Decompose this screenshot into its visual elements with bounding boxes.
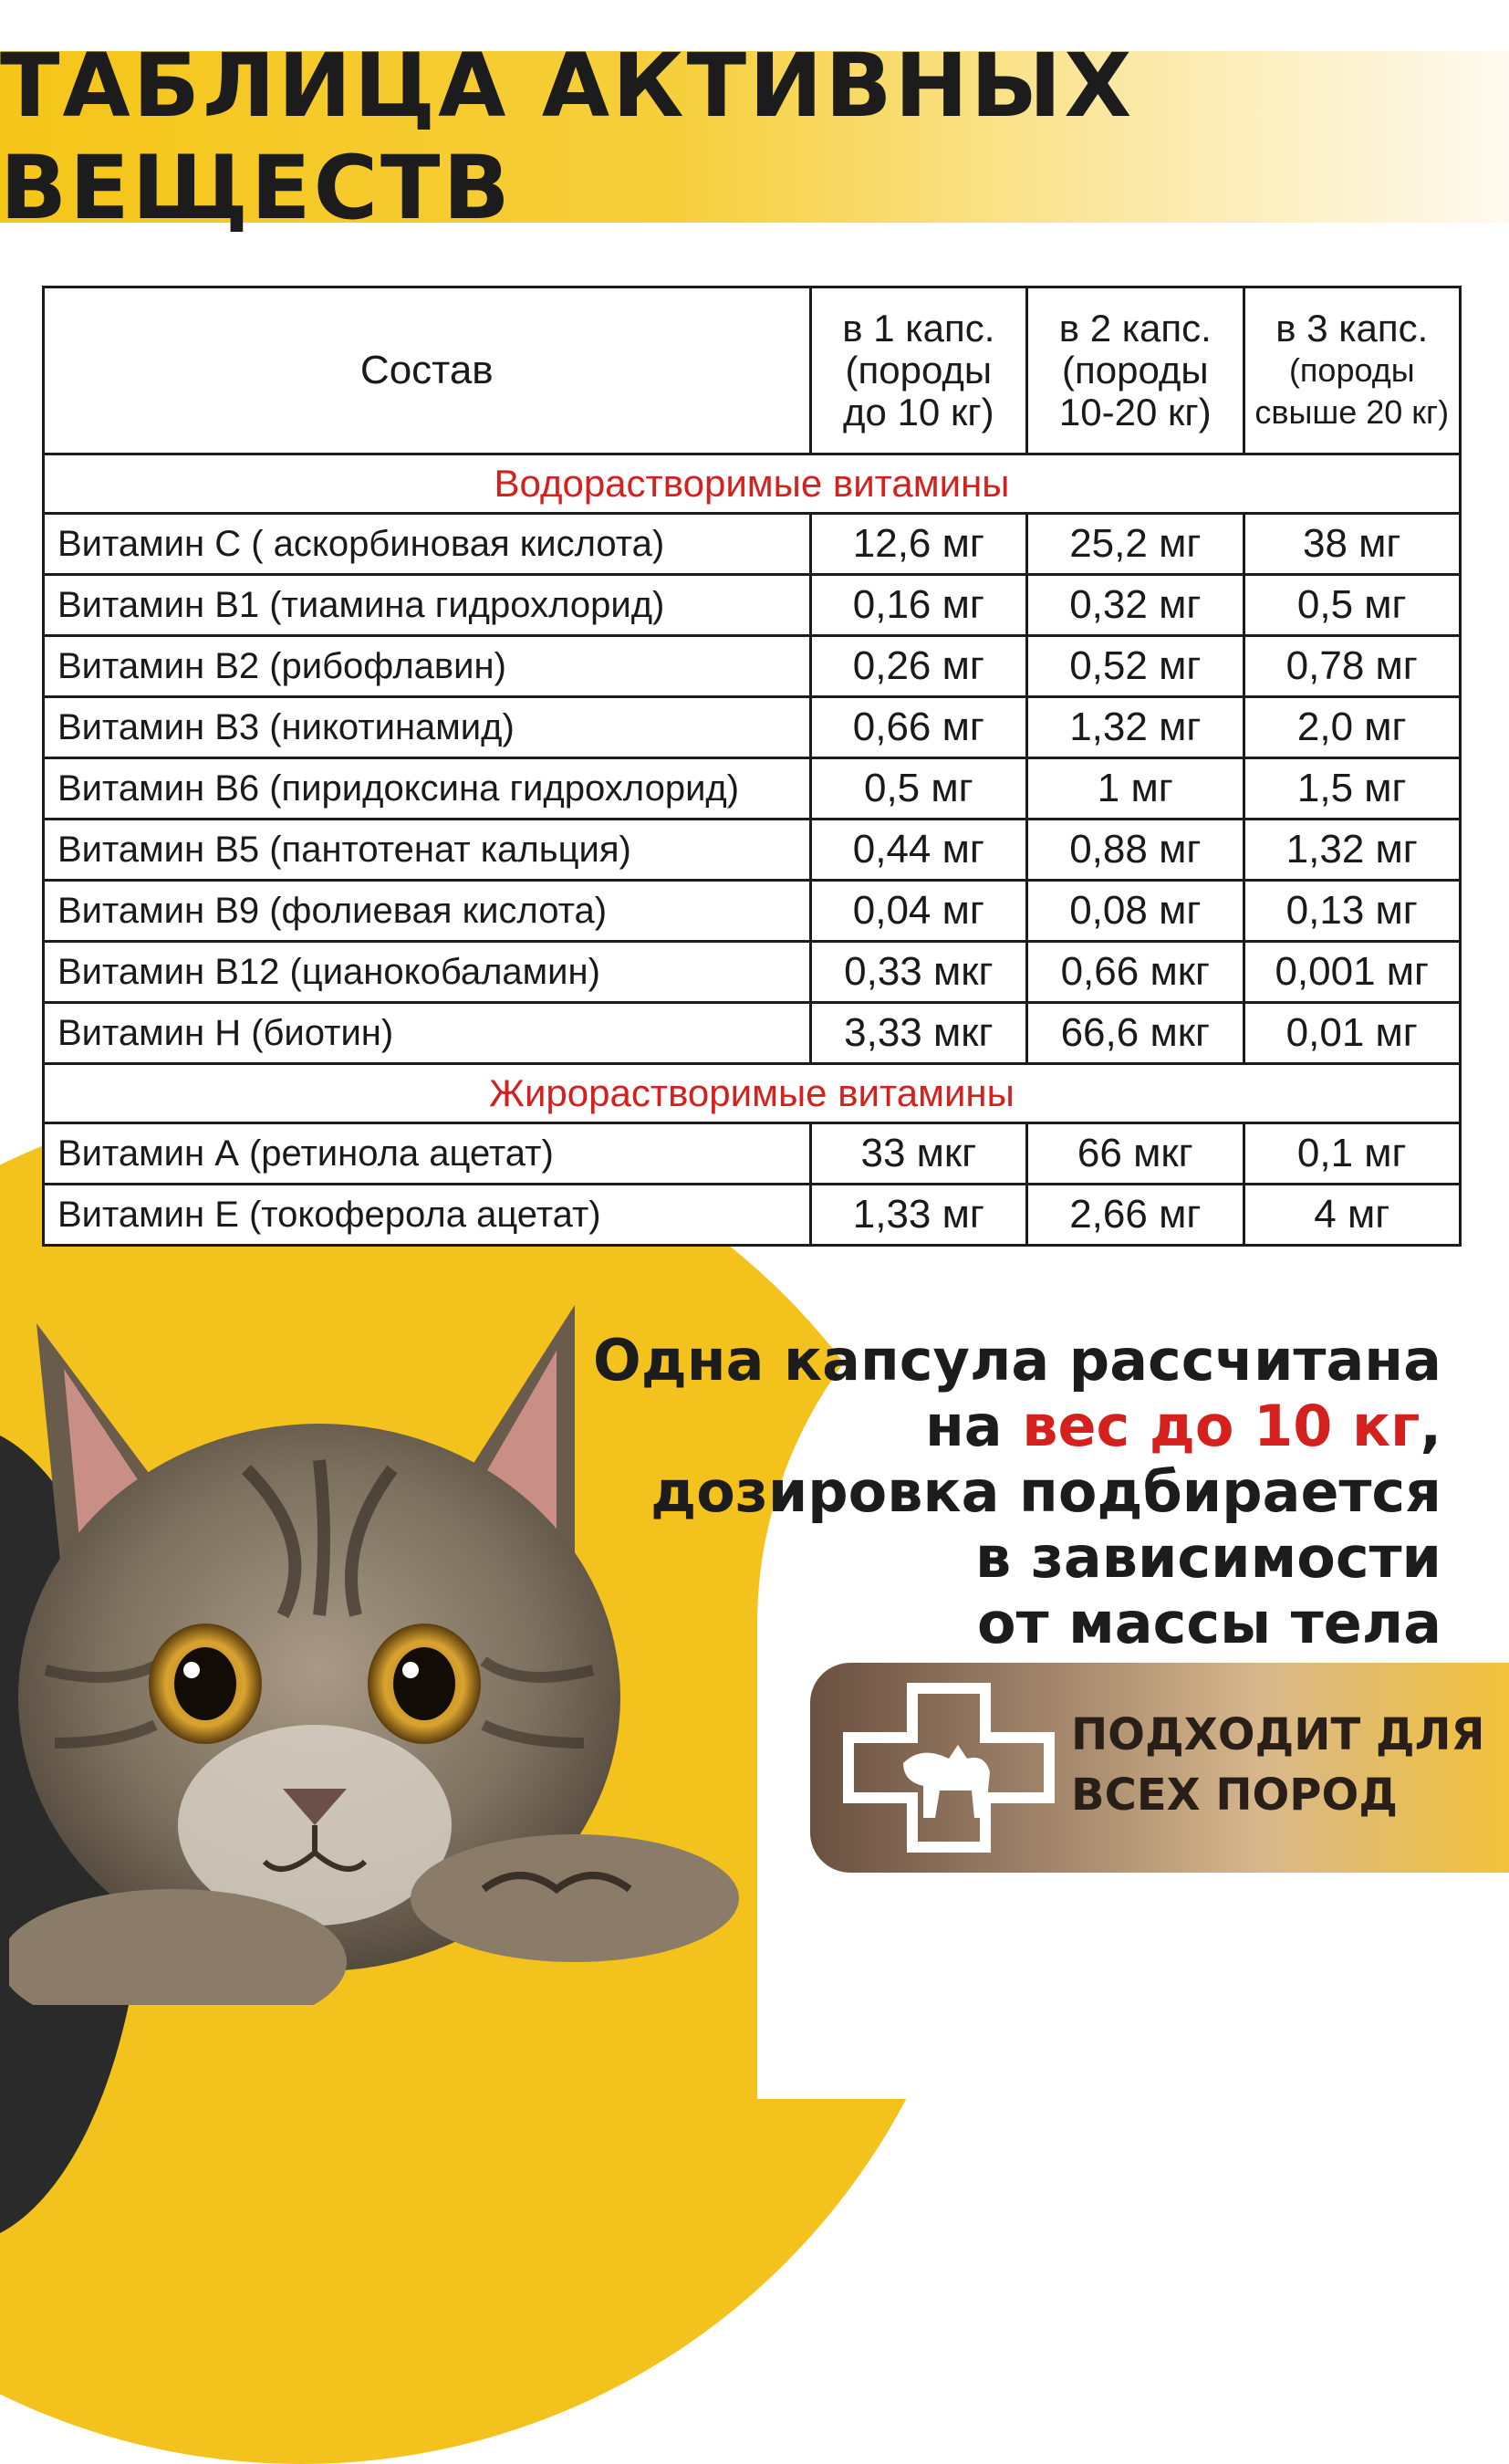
all-breeds-badge — [810, 1663, 1509, 1873]
section-row-fat-soluble — [44, 1064, 1461, 1123]
vitamin-name-cell: Витамин В2 (рибофлавин) — [44, 636, 811, 697]
dosage-line: дозировка подбирается — [650, 1458, 1441, 1525]
vitamin-name-cell: Витамин Е (токоферола ацетат) — [44, 1185, 811, 1246]
dose-3-capsules-cell: 38 мг — [1244, 514, 1460, 575]
dosage-line — [584, 1394, 1441, 1459]
dose-3-capsules-cell: 0,5 мг — [1244, 575, 1460, 636]
vitamin-name-cell: Витамин А (ретинола ацетат) — [44, 1123, 811, 1185]
column-header-composition: Состав — [44, 287, 811, 454]
dose-1-capsule-cell: 0,5 мг — [810, 758, 1026, 820]
vitamin-name-cell: Витамин В1 (тиамина гидрохлорид) — [44, 575, 811, 636]
vitamin-name-cell: Витамин В12 (цианокобаламин) — [44, 942, 811, 1003]
dose-3-capsules-cell: 0,001 мг — [1244, 942, 1460, 1003]
badge-line: ПОДХОДИТ ДЛЯ — [1071, 1709, 1485, 1760]
badge-line: ВСЕХ ПОРОД — [1071, 1770, 1399, 1821]
dose-3-capsules-cell: 2,0 мг — [1244, 697, 1460, 758]
vitamin-name-cell: Витамин Н (биотин) — [44, 1003, 811, 1064]
dose-1-capsule-cell: 0,33 мкг — [810, 942, 1026, 1003]
header-line: в 1 капс. — [842, 307, 995, 350]
vitamin-name-cell: Витамин В3 (никотинамид) — [44, 697, 811, 758]
table-row — [44, 820, 1461, 881]
table-row — [44, 1185, 1461, 1246]
dose-1-capsule-cell: 0,66 мг — [810, 697, 1026, 758]
dose-3-capsules-cell: 0,78 мг — [1244, 636, 1460, 697]
vitamin-name-cell: Витамин С ( аскорбиновая кислота) — [44, 514, 811, 575]
dose-3-capsules-cell: 0,13 мг — [1244, 881, 1460, 942]
medical-cross-cat-icon — [839, 1681, 1058, 1854]
vitamin-name-cell: Витамин В9 (фолиевая кислота) — [44, 881, 811, 942]
table-row — [44, 575, 1461, 636]
dosage-line: в зависимости — [975, 1524, 1441, 1591]
header-line: (породы — [1062, 349, 1209, 392]
vitamin-name-cell: Витамин В6 (пиридоксина гидрохлорид) — [44, 758, 811, 820]
dosage-text: на — [924, 1393, 1023, 1459]
table-row — [44, 881, 1461, 942]
header-line: в 3 капс. — [1275, 307, 1429, 350]
table-row — [44, 514, 1461, 575]
dose-1-capsule-cell: 0,44 мг — [810, 820, 1026, 881]
dosage-line: от массы тела — [976, 1590, 1441, 1656]
section-title: Жирорастворимые витамины — [44, 1064, 1461, 1123]
dose-1-capsule-cell: 0,04 мг — [810, 881, 1026, 942]
vitamins-table — [42, 286, 1462, 1247]
dose-2-capsules-cell: 0,66 мкг — [1027, 942, 1244, 1003]
dose-1-capsule-cell: 0,16 мг — [810, 575, 1026, 636]
dose-2-capsules-cell: 1,32 мг — [1027, 697, 1244, 758]
page-title: ТАБЛИЦА АКТИВНЫХ ВЕЩЕСТВ — [0, 35, 1135, 239]
dosage-highlight: вес до 10 кг — [1022, 1393, 1421, 1459]
dose-2-capsules-cell: 66 мкг — [1027, 1123, 1244, 1185]
dose-2-capsules-cell: 0,88 мг — [1027, 820, 1244, 881]
dose-2-capsules-cell: 66,6 мкг — [1027, 1003, 1244, 1064]
dose-2-capsules-cell: 0,52 мг — [1027, 636, 1244, 697]
dose-3-capsules-cell: 1,32 мг — [1244, 820, 1460, 881]
dose-2-capsules-cell: 2,66 мг — [1027, 1185, 1244, 1246]
header-line: (породы — [1288, 351, 1415, 389]
table-row — [44, 1123, 1461, 1185]
cat-right-paw — [411, 1834, 739, 1962]
dose-3-capsules-cell: 4 мг — [1244, 1185, 1460, 1246]
dosage-line: Одна капсула рассчитана — [593, 1327, 1441, 1394]
header-line: (породы — [845, 349, 993, 392]
vitamin-name-cell: Витамин В5 (пантотенат кальция) — [44, 820, 811, 881]
header-line: до 10 кг) — [843, 391, 994, 433]
dose-1-capsule-cell: 0,26 мг — [810, 636, 1026, 697]
header-line: свыше 20 кг) — [1254, 393, 1450, 431]
section-title: Водорастворимые витамины — [44, 454, 1461, 514]
dose-3-capsules-cell: 1,5 мг — [1244, 758, 1460, 820]
dose-3-capsules-cell: 0,1 мг — [1244, 1123, 1460, 1185]
dose-1-capsule-cell: 33 мкг — [810, 1123, 1026, 1185]
dose-1-capsule-cell: 1,33 мг — [810, 1185, 1026, 1246]
table-header-row — [44, 287, 1461, 454]
dose-2-capsules-cell: 0,32 мг — [1027, 575, 1244, 636]
header-line: в 2 капс. — [1058, 307, 1212, 350]
dose-1-capsule-cell: 3,33 мкг — [810, 1003, 1026, 1064]
section-row-water-soluble — [44, 454, 1461, 514]
dose-3-capsules-cell: 0,01 мг — [1244, 1003, 1460, 1064]
table-row — [44, 636, 1461, 697]
table-row — [44, 758, 1461, 820]
dose-2-capsules-cell: 0,08 мг — [1027, 881, 1244, 942]
table-row — [44, 697, 1461, 758]
column-header-1-capsule — [810, 287, 1026, 454]
badge-text — [1071, 1705, 1500, 1825]
dosage-note — [584, 1328, 1441, 1656]
dose-2-capsules-cell: 1 мг — [1027, 758, 1244, 820]
header-line: 10-20 кг) — [1058, 391, 1212, 433]
table-row — [44, 1003, 1461, 1064]
dose-2-capsules-cell: 25,2 мг — [1027, 514, 1244, 575]
column-header-2-capsules — [1027, 287, 1244, 454]
table-row — [44, 942, 1461, 1003]
dose-1-capsule-cell: 12,6 мг — [810, 514, 1026, 575]
dosage-text: , — [1420, 1393, 1441, 1459]
column-header-3-capsules — [1244, 287, 1460, 454]
